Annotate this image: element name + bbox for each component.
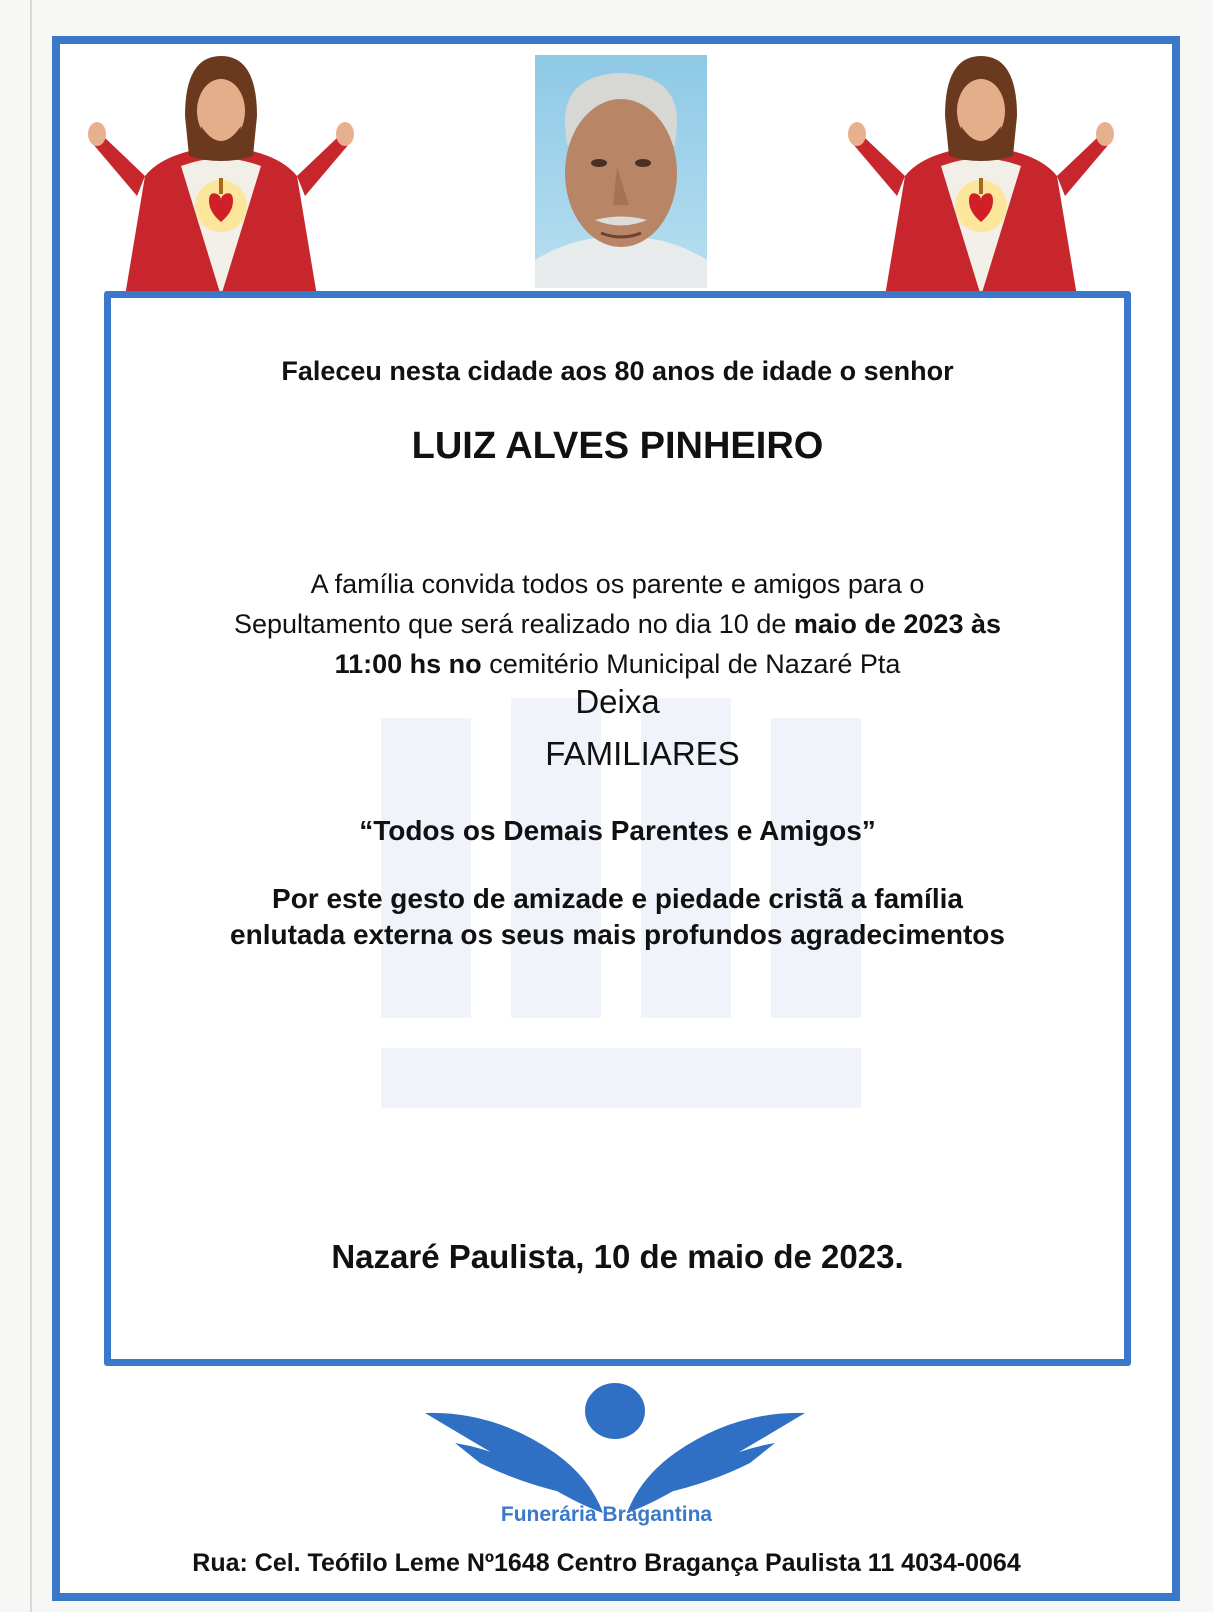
intro-text: Faleceu nesta cidade aos 80 anos de idade o senhor (281, 356, 954, 386)
thanks-message (111, 881, 1124, 953)
deceased-name: LUIZ ALVES PINHEIRO (411, 425, 824, 467)
invite-line-3-text: cemitério Municipal de Nazaré Pta (481, 649, 901, 679)
deceased-portrait-photo (535, 55, 707, 288)
funeral-home-address: Rua: Cel. Teófilo Leme Nº1648 Centro Bragança Paulista 11 4034-0064 (192, 1549, 1021, 1577)
funeraria-logo-icon (425, 1383, 805, 1523)
invite-time-bold: 11:00 hs no (334, 649, 482, 679)
place-and-date: Nazaré Paulista, 10 de maio de 2023. (331, 1238, 904, 1275)
thanks-line-2: enlutada externa os seus mais profundos agradecimentos (230, 919, 1005, 950)
sacred-heart-jesus-icon (85, 56, 357, 296)
obituary-content-frame (104, 291, 1131, 1366)
familiares-label: FAMILIARES (545, 735, 740, 772)
invite-line-2-text: Sepultamento que será realizado no dia 10 de (233, 609, 794, 639)
relatives-quote: “Todos os Demais Parentes e Amigos” (359, 815, 876, 846)
funeral-invitation (111, 564, 1124, 684)
invite-line-1: A família convida todos os parente e amigos para o (310, 569, 925, 599)
invite-line-2 (111, 604, 1124, 644)
deixa-label: Deixa (575, 683, 660, 720)
invite-date-bold: maio de 2023 às (793, 609, 1002, 639)
invite-line-3 (111, 644, 1124, 684)
funeral-home-name: Funerária Bragantina (500, 1503, 713, 1526)
sacred-heart-jesus-icon (845, 56, 1117, 296)
paper-edge (30, 0, 32, 1612)
thanks-line-1: Por este gesto de amizade e piedade cristã a família (272, 883, 963, 914)
